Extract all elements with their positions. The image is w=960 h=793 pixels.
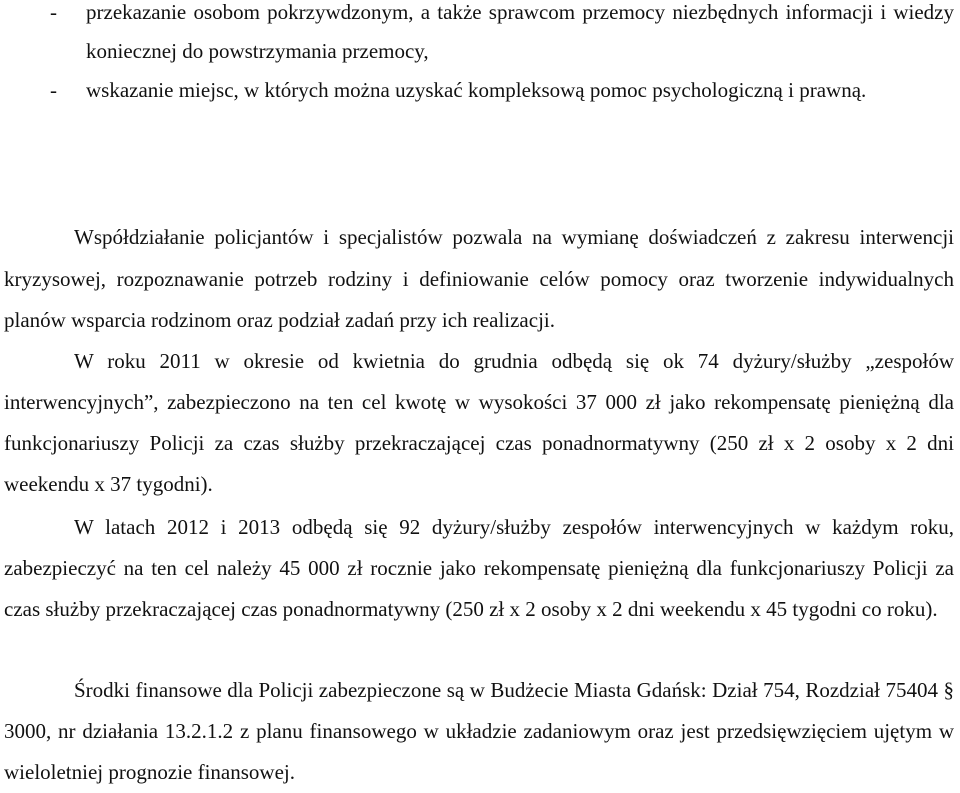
bullet-dash: - — [50, 78, 57, 102]
paragraph-cooperation: Współdziałanie policjantów i specjalistów pozwala na wymianę doświadczeń z zakresu interwencji kryzysowej, rozpoznawanie potrzeb rodziny i definiowanie celów pomocy oraz tworzenie indywidualnych planów wsparcia rodzinom oraz podział zadań przy ich realizacji. — [4, 225, 954, 332]
bullet-item — [0, 71, 960, 110]
bullet-item — [0, 0, 960, 71]
paragraph-2011-funding: W roku 2011 w okresie od kwietnia do grudnia odbędą się ok 74 dyżury/służby „zespołów interwencyjnych”, zabezpieczono na ten cel kwotę w wysokości 37 000 zł jako rekompensatę pieniężną dla funkcjonariuszy Policji za czas służby przekraczającej czas ponadnormatywny (250 zł x 2 osoby x 2 dni weekendu x 37 tygodni). — [4, 349, 954, 496]
paragraph-budget-source: Środki finansowe dla Policji zabezpieczone są w Budżecie Miasta Gdańsk: Dział 754, Rozdział 75404 § 3000, nr działania 13.2.1.2 z planu finansowego w układzie zadaniowym oraz jest przedsięwzięciem ujętym w wieloletniej prognozie finansowej. — [4, 678, 954, 784]
paragraph-2012-2013-funding: W latach 2012 i 2013 odbędą się 92 dyżury/służby zespołów interwencyjnych w każdym roku, zabezpieczyć na ten cel należy 45 000 zł rocznie jako rekompensatę pieniężną dla funkcjonariuszy Policji za czas służby przekraczającej czas ponadnormatywny (250 zł x 2 osoby x 2 dni weekendu x 45 tygodni co roku). — [4, 515, 954, 621]
bullet-text: wskazanie miejsc, w których można uzyskać kompleksową pomoc psychologiczną i prawną. — [86, 78, 867, 102]
bullet-text: przekazanie osobom pokrzywdzonym, a także sprawcom przemocy niezbędnych informacji i wiedzy koniecznej do powstrzymania przemocy, — [86, 0, 954, 63]
bullet-dash: - — [50, 0, 57, 24]
